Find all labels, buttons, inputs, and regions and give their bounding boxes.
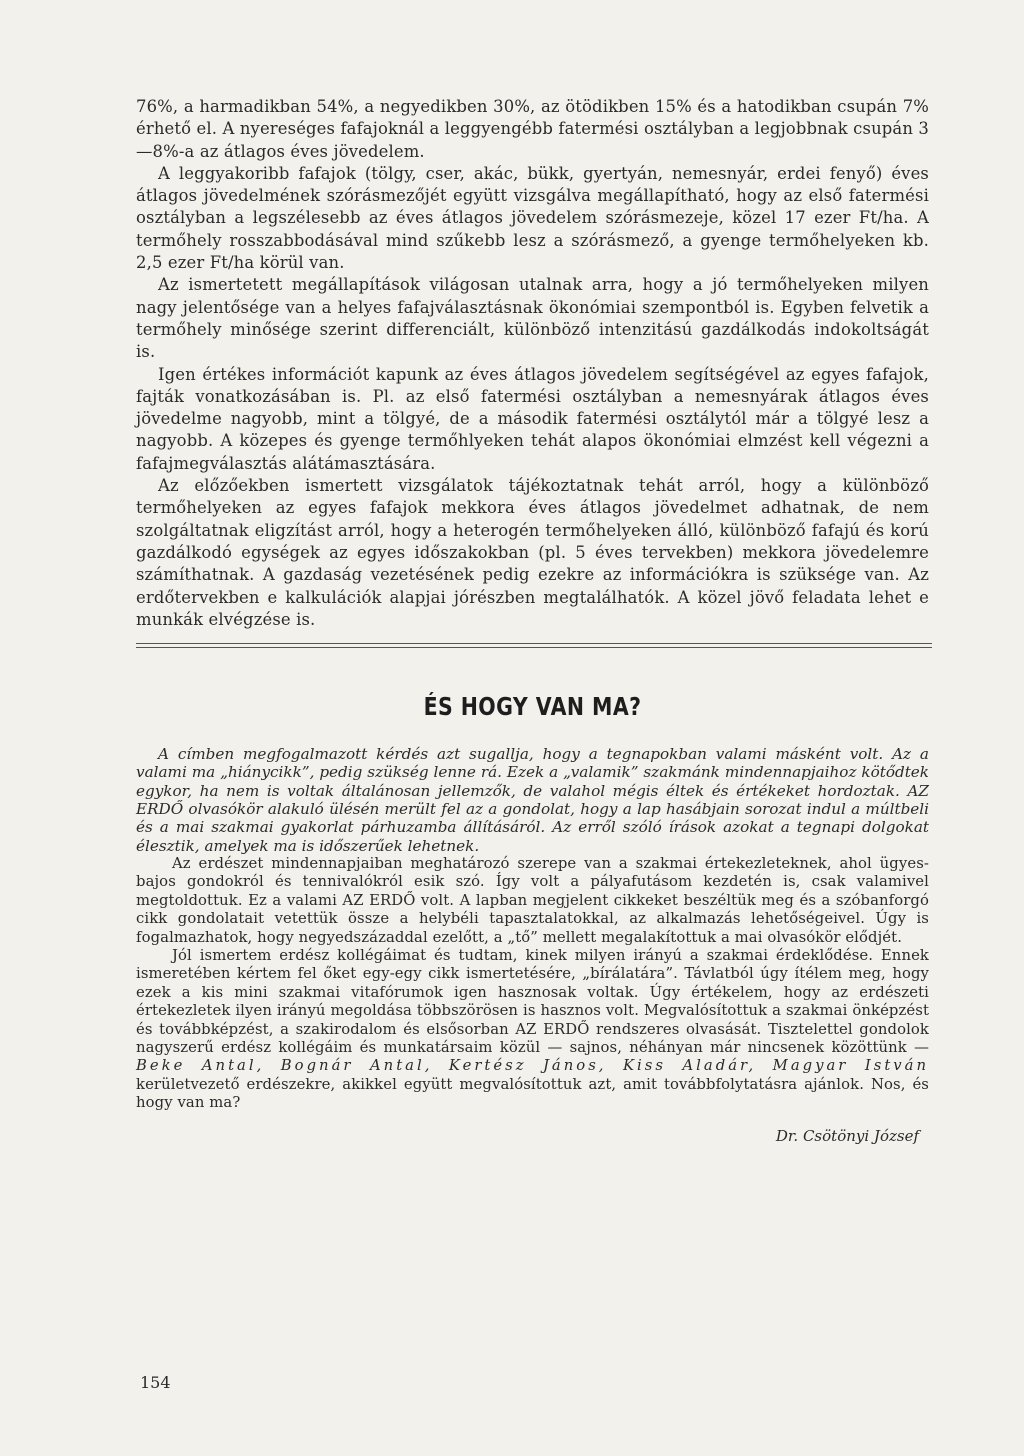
paragraph-1: 76%, a harmadikban 54%, a negyedikben 30%, az ötödikben 15% és a hatodikban csupán 7% érhető el. A nyereséges fafajoknál a leggyengébb fatermési osztályban a legjobbnak csupán 3—8%-a az átlagos éves jövedelem. [136, 97, 929, 161]
intro-paragraph: A címben megfogalmazott kérdés azt sugallja, hogy a tegnapokban valami másként volt. Az a valami ma „hiánycikk”, pedig szükség lenne rá. Ezek a „valamik” szakmánk mindennapjaihoz kötődtek egykor, ha nem is voltak általánosan jellemzők, de valahol mégis éltek és értékeket hordoztak. AZ ERDŐ olvasókör alakuló ülésén merült fel az a gondolat, hogy a lap hasábjain sorozat indul a múltbeli és a mai szakmai gyakorlat párhuzamba állításáról. Az erről szóló írások azokat a tegnapi dolgokat élesztik, amelyek ma is időszerűek lehetnek. [136, 745, 929, 855]
paragraph-3: Az ismertetett megállapítások világosan utalnak arra, hogy a jó termőhelyeken milyen nagy jelentősége van a helyes fafajválasztásnak ökonómiai szempontból is. Egyben felvetik a termőhely minősége szerint differenciált, különböző intenzitású gazdálkodás indokoltságát is. [136, 275, 929, 362]
paragraph-2: A leggyakoribb fafajok (tölgy, cser, akác, bükk, gyertyán, nemesnyár, erdei fenyő) éves átlagos jövedelmének szórásmezőjét együtt vizsgálva megállapítható, hogy az első fatermési osztályban a legszélesebb az éves átlagos jövedelem szórásmezeje, közel 17 ezer Ft/ha. A termőhely rosszabbodásával mind szűkebb lesz a szórásmező, a gyenge termőhelyeken kb. 2,5 ezer Ft/ha körül van. [136, 163, 929, 273]
paragraph-4: Igen értékes információt kapunk az éves átlagos jövedelem segítségével az egyes fafajok, fajták vonatkozásában is. Pl. az első fatermési osztályban a nemesnyárak átlagos éves jövedelme nagyobb, mint a tölgyé, de a második fatermési osztálytól már a tölgyé lesz a nagyobb. A közepes és gyenge termőhlyeken tehát alapos ökonómiai elmzést kell végezni a fafajmegválasztás alátámasztására. [136, 364, 929, 473]
section-divider [136, 643, 932, 648]
body-paragraph-1: Az erdészet mindennapjaiban meghatározó szerepe van a szakmai értekezleteknek, ahol ügyes-bajos gondokról és tennivalókról esik szó. Így volt a pályafutásom kezdetén is, csak valamivel megtoldottuk. Ez a valami AZ ERDŐ volt. A lapban megjelent cikkeket beszéltük meg és a szóbanforgó cikk gondolatait vetettük össze a helybéli tapasztalatokkal, az alkalmazás lehetőségeivel. Úgy is fogalmazhatok, hogy negyedszázaddal ezelőtt, a „tő” mellett megalakítottuk a mai olvasókör elődjét. [136, 854, 929, 946]
body-paragraph-2 [136, 947, 929, 1113]
colleague-names: Beke Antal, Bognár Antal, Kertész János, Kiss Aladár, Magyar István [136, 1057, 929, 1075]
paragraph-5: Az előzőekben ismertett vizsgálatok tájékoztatnak tehát arról, hogy a különböző termőhelyeken az egyes fafajok mekkora éves átlagos jövedelmet adhatnak, de nem szolgáltatnak eligzítást arról, hogy a heterogén termőhelyeken álló, különböző fafajú és korú gazdálkodó egységek az egyes időszakokban (pl. 5 éves tervekben) mekkora jövedelemre számíthatnak. A gazdaság vezetésének pedig ezekre az információkra is szüksége van. Az erdőtervekben e kalkulációk alapjai jórészben megtalálhatók. A közel jövő feladata lehet e munkák elvégzése is. [136, 476, 929, 629]
section-heading: ÉS HOGY VAN MA? [423, 692, 642, 722]
page-number: 154 [140, 1373, 171, 1392]
body-paragraph-2-start: Jól ismertem erdész kollégáimat és tudtam, kinek milyen irányú a szakmai érdeklődése. Ennek ismeretében kértem fel őket egy-egy cikk ismertetésére, „bírálatára”. Távlatból úgy ítélem meg, hogy ezek a kis mini szakmai vitafórumok igen hasznosak voltak. Úgy értékelem, hogy az erdészeti értekezletek ilyen irányú megoldása többszörösen is hasznos volt. Megvalósítottuk a szakmai önképzést és továbbképzést, a szakirodalom és elsősorban AZ ERDŐ rendszeres olvasását. Tisztelettel gondolok nagyszerű erdész kollégáim és munkatársaim közül — sajnos, néhányan már nincsenek közöttünk — [136, 946, 929, 1056]
body-paragraph-2-end: kerületvezető erdészekre, akikkel együtt megvalósítottuk azt, amit továbbfolytatásra ajánlok. Nos, és hogy van ma? [136, 1075, 929, 1112]
article-page [136, 96, 929, 1145]
author-signature: Dr. Csötönyi József [775, 1126, 919, 1145]
